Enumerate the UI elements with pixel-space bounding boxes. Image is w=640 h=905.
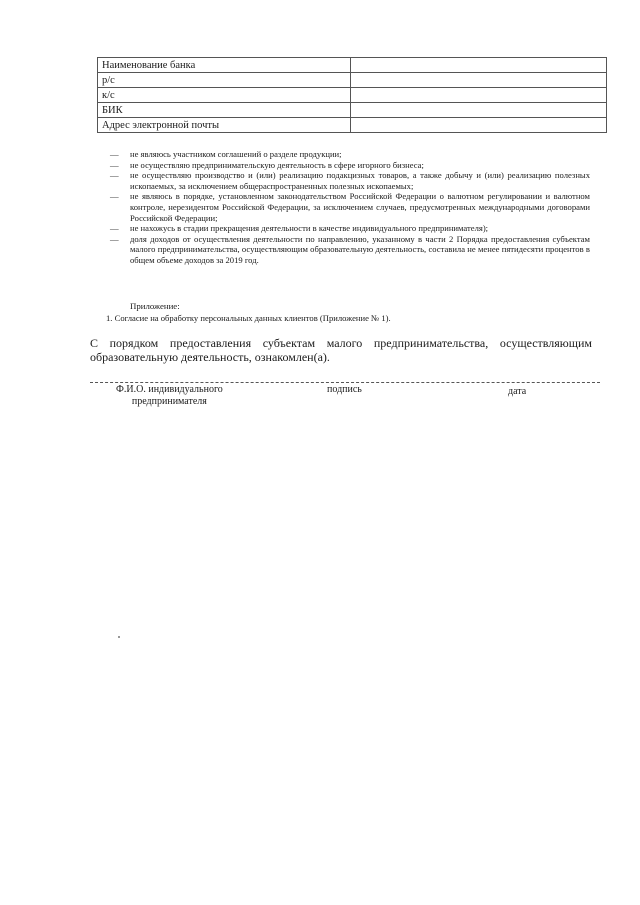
bank-field-label: Наименование банка <box>98 58 351 73</box>
bank-table-row <box>98 103 607 118</box>
appendix-title: Приложение: <box>130 301 180 311</box>
bank-field-value[interactable] <box>351 73 607 88</box>
signature-sign-label: подпись <box>327 384 362 395</box>
dash-bullet: — <box>110 191 119 202</box>
bank-field-value[interactable] <box>351 118 607 133</box>
acknowledgement-text: С порядком предоставления субъектам малого предпринимательства, осуществляющим образовательную деятельность, ознакомлен(а). <box>90 336 592 364</box>
bank-table-row <box>98 58 607 73</box>
dash-bullet: — <box>110 170 119 181</box>
declaration-item <box>110 191 590 223</box>
declaration-item <box>110 170 590 191</box>
declaration-item <box>110 234 590 266</box>
appendix-item: 1. Согласие на обработку персональных данных клиентов (Приложение № 1). <box>106 313 391 323</box>
declaration-text: не являюсь в порядке, установленном законодательством Российской Федерации о валютном регулировании и валютном контроле, нерезидентом Российской Федерации, за исключением случаев, предусмотренных международными договорами Российской Федерации; <box>130 191 590 223</box>
declaration-item <box>110 149 590 160</box>
bank-field-value[interactable] <box>351 88 607 103</box>
bank-field-value[interactable] <box>351 58 607 73</box>
bank-field-label: к/с <box>98 88 351 103</box>
dash-bullet: — <box>110 223 119 234</box>
signature-fio-label: Ф.И.О. индивидуального предпринимателя <box>116 384 223 407</box>
dash-bullet: — <box>110 149 119 159</box>
bank-table-row <box>98 88 607 103</box>
bank-details-table <box>97 57 607 133</box>
bank-field-label: БИК <box>98 103 351 118</box>
declaration-text: не осуществляю производство и (или) реализацию подакцизных товаров, а также добычу и (или) реализацию полезных ископаемых, за исключением общераспространенных полезных ископаемых; <box>130 170 590 191</box>
dash-bullet: — <box>110 233 119 244</box>
declaration-item <box>110 160 590 171</box>
declaration-item <box>110 223 590 234</box>
bank-table-row <box>98 73 607 88</box>
bank-field-label: р/с <box>98 73 351 88</box>
declaration-text: доля доходов от осуществления деятельности по направлению, указанному в части 2 Порядка предоставления субъектам малого предпринимательства, осуществляющим образовательную деятельность, составила не менее пятидесяти процентов в общем объеме доходов за 2019 год. <box>130 233 590 265</box>
bank-table-row <box>98 118 607 133</box>
declaration-text: не осуществляю предпринимательскую деятельность в сфере игорного бизнеса; <box>130 159 424 170</box>
declarations-list <box>110 149 590 266</box>
declaration-text: не нахожусь в стадии прекращения деятельности в качестве индивидуального предпринимателя); <box>130 223 489 234</box>
dash-bullet: — <box>110 159 119 170</box>
signature-date-label: дата <box>508 386 527 397</box>
bank-field-value[interactable] <box>351 103 607 118</box>
signature-line <box>90 382 600 383</box>
declaration-text: не являюсь участником соглашений о разделе продукции; <box>130 149 342 159</box>
bank-field-label: Адрес электронной почты <box>98 118 351 133</box>
scan-speck <box>118 636 120 638</box>
